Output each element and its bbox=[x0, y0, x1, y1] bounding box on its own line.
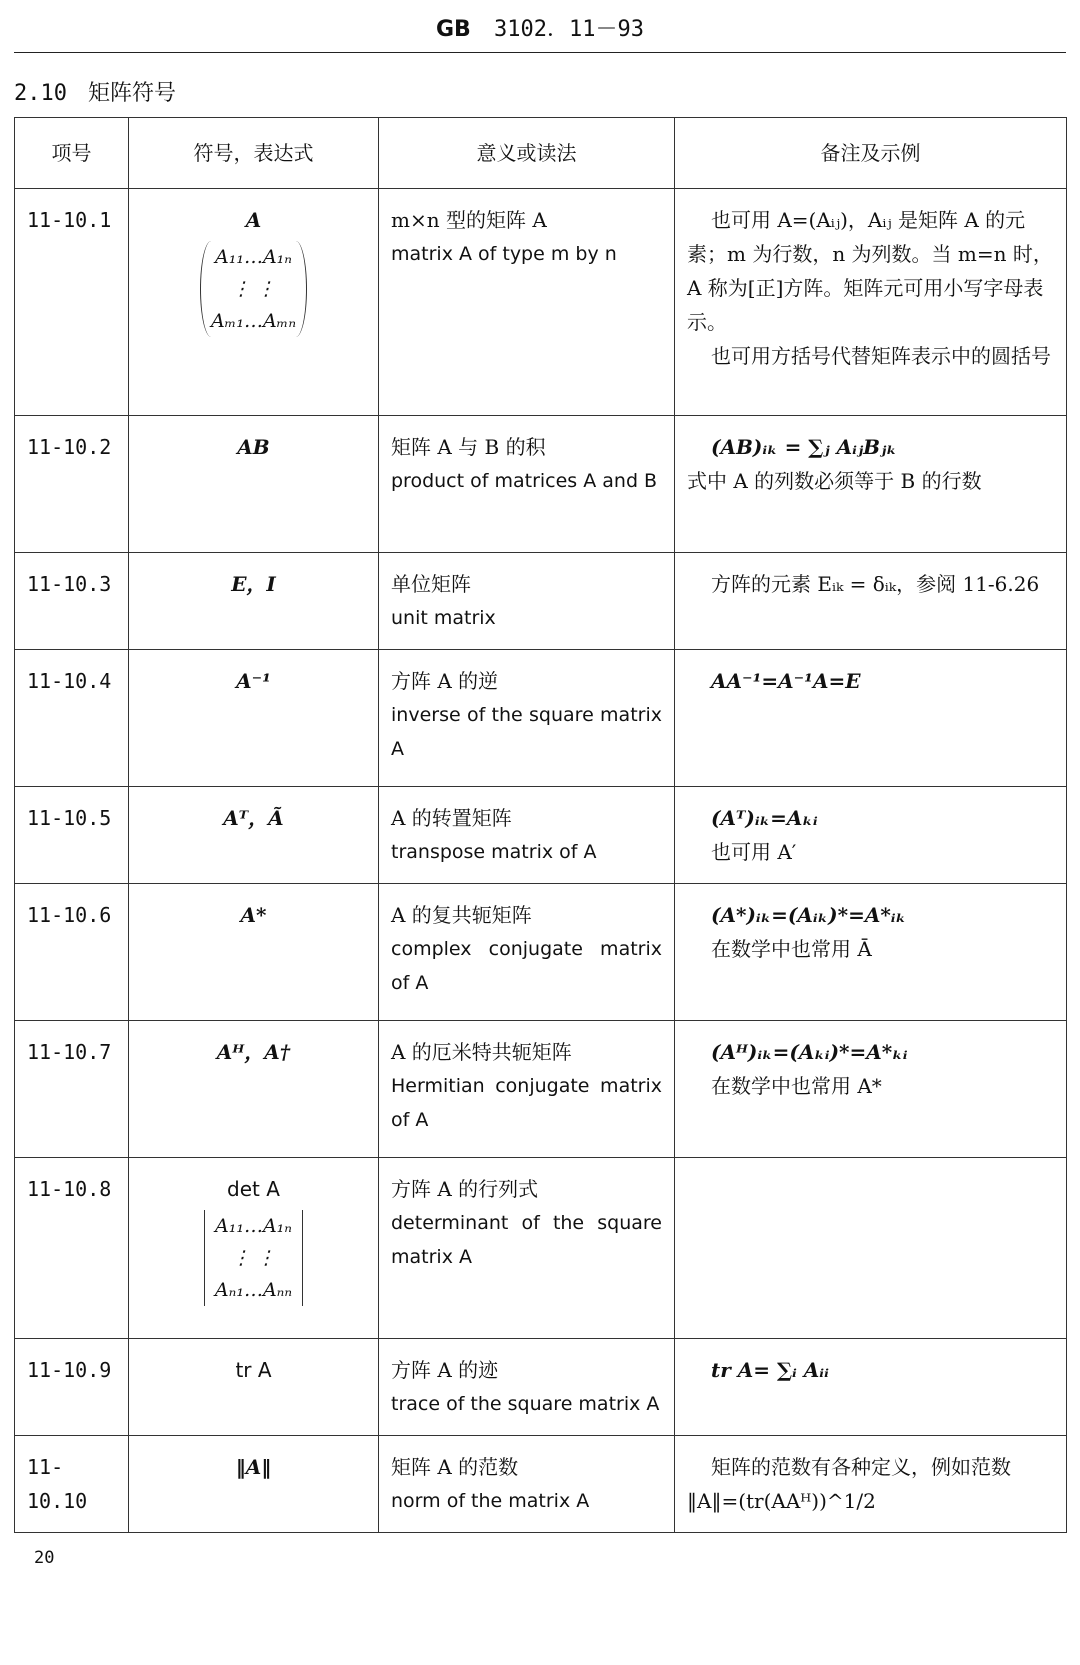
note-text: 也可用 A=(Aᵢⱼ)，Aᵢⱼ 是矩阵 A 的元素；m 为行数，n 为列数。当 m=n 时，A 称为[正]方阵。矩阵元可用小写字母表示。 bbox=[687, 208, 1053, 334]
section-number: 2.10 bbox=[14, 81, 67, 106]
note-formula: tr A= ∑ᵢ Aᵢᵢ bbox=[711, 1358, 829, 1382]
meaning-english: product of matrices A and B bbox=[391, 470, 658, 492]
table-row bbox=[15, 416, 1067, 553]
table-row bbox=[15, 1436, 1067, 1533]
meaning-english: unit matrix bbox=[391, 607, 496, 629]
meaning-cell bbox=[379, 553, 675, 650]
note-formula: AA⁻¹=A⁻¹A=E bbox=[711, 669, 861, 693]
symbol: AB bbox=[237, 435, 270, 459]
note-text: 在数学中也常用 Ā bbox=[711, 937, 872, 961]
symbol-cell bbox=[129, 1021, 379, 1158]
item-number: 11-10.8 bbox=[15, 1158, 129, 1339]
table-row bbox=[15, 1339, 1067, 1436]
table-row bbox=[15, 650, 1067, 787]
meaning-cell bbox=[379, 650, 675, 787]
note-cell bbox=[675, 1158, 1067, 1339]
table-row bbox=[15, 884, 1067, 1021]
note-cell bbox=[675, 189, 1067, 416]
meaning-english: transpose matrix of A bbox=[391, 841, 597, 863]
symbol-cell bbox=[129, 1436, 379, 1533]
symbol-cell bbox=[129, 884, 379, 1021]
table-row bbox=[15, 553, 1067, 650]
table-header-row bbox=[15, 118, 1067, 189]
note-formula: (A*)ᵢₖ=(Aᵢₖ)*=A*ᵢₖ bbox=[711, 903, 907, 927]
note-cell bbox=[675, 1436, 1067, 1533]
meaning-cell bbox=[379, 787, 675, 884]
table-row bbox=[15, 1158, 1067, 1339]
meaning-cell bbox=[379, 1021, 675, 1158]
meaning-english: Hermitian conjugate matrix of A bbox=[391, 1075, 662, 1131]
symbol: ‖A‖ bbox=[235, 1455, 272, 1479]
matrix-row: A₁₁…A₁ₙ bbox=[214, 1215, 292, 1237]
symbol: det A bbox=[227, 1177, 280, 1201]
meaning-english: complex conjugate matrix of A bbox=[391, 938, 662, 994]
page-number: 20 bbox=[34, 1548, 55, 1568]
meaning-english: matrix A of type m by n bbox=[391, 243, 617, 265]
meaning-cell bbox=[379, 189, 675, 416]
note-text: 方阵的元素 Eᵢₖ = δᵢₖ，参阅 11-6.26 bbox=[711, 572, 1040, 596]
standard-code: 3102．11－93 bbox=[494, 17, 645, 42]
meaning-english: inverse of the square matrix A bbox=[391, 704, 662, 760]
note-text: 也可用 A′ bbox=[711, 840, 797, 864]
column-header: 备注及示例 bbox=[675, 118, 1067, 189]
meaning-english: norm of the matrix A bbox=[391, 1490, 590, 1512]
symbol-cell bbox=[129, 553, 379, 650]
note-text: 在数学中也常用 A* bbox=[711, 1074, 882, 1098]
note-cell bbox=[675, 787, 1067, 884]
table-row bbox=[15, 1021, 1067, 1158]
matrix-expression bbox=[200, 241, 307, 337]
symbol-cell bbox=[129, 1158, 379, 1339]
symbol: tr A bbox=[235, 1358, 272, 1382]
note-text: 式中 A 的列数必须等于 B 的行数 bbox=[687, 469, 982, 493]
note-formula: (Aᵀ)ᵢₖ=Aₖᵢ bbox=[711, 806, 818, 830]
matrix-row: Aₘ₁…Aₘₙ bbox=[210, 310, 297, 332]
symbol-cell bbox=[129, 787, 379, 884]
symbol: A⁻¹ bbox=[236, 669, 271, 693]
meaning-english: trace of the square matrix A bbox=[391, 1393, 660, 1415]
item-number: 11-10.4 bbox=[15, 650, 129, 787]
meaning-chinese: A 的厄米特共轭矩阵 bbox=[391, 1040, 572, 1064]
meaning-chinese: 方阵 A 的逆 bbox=[391, 669, 499, 693]
meaning-cell bbox=[379, 1339, 675, 1436]
symbol-cell bbox=[129, 650, 379, 787]
matrix-symbols-table bbox=[14, 117, 1067, 1533]
note-cell bbox=[675, 553, 1067, 650]
note-cell bbox=[675, 650, 1067, 787]
symbol-cell bbox=[129, 1339, 379, 1436]
matrix-row: Aₙ₁…Aₙₙ bbox=[214, 1279, 293, 1301]
matrix-row: ⋮ ⋮ bbox=[231, 278, 276, 300]
symbol-cell bbox=[129, 416, 379, 553]
note-text: 矩阵的范数有各种定义，例如范数 ‖A‖=(tr(AAᴴ))^1/2 bbox=[687, 1455, 1011, 1513]
column-header: 项号 bbox=[15, 118, 129, 189]
note-text: 也可用方括号代替矩阵表示中的圆括号 bbox=[711, 344, 1051, 368]
symbol: Aᵀ，Ã bbox=[223, 806, 284, 830]
table-row bbox=[15, 787, 1067, 884]
symbol: Aᴴ，A† bbox=[216, 1040, 291, 1064]
meaning-cell bbox=[379, 1158, 675, 1339]
section-name: 矩阵符号 bbox=[87, 81, 176, 106]
column-header: 符号，表达式 bbox=[129, 118, 379, 189]
table-row bbox=[15, 189, 1067, 416]
column-header: 意义或读法 bbox=[379, 118, 675, 189]
symbol: E，I bbox=[231, 572, 276, 596]
matrix-row: ⋮ ⋮ bbox=[231, 1247, 276, 1269]
note-formula: (AB)ᵢₖ = ∑ⱼ AᵢⱼBⱼₖ bbox=[711, 435, 897, 459]
note-cell bbox=[675, 884, 1067, 1021]
page-header bbox=[14, 12, 1066, 53]
note-formula: (Aᴴ)ᵢₖ=(Aₖᵢ)*=A*ₖᵢ bbox=[711, 1040, 908, 1064]
symbol-cell bbox=[129, 189, 379, 416]
meaning-chinese: m×n 型的矩阵 A bbox=[391, 208, 547, 232]
meaning-chinese: 单位矩阵 bbox=[391, 572, 471, 596]
item-number: 11-10.9 bbox=[15, 1339, 129, 1436]
section-title bbox=[14, 76, 176, 107]
standard-prefix: GB bbox=[435, 17, 471, 42]
item-number: 11-10.10 bbox=[15, 1436, 129, 1533]
matrix-row: A₁₁…A₁ₙ bbox=[214, 246, 292, 268]
meaning-cell bbox=[379, 416, 675, 553]
item-number: 11-10.3 bbox=[15, 553, 129, 650]
item-number: 11-10.2 bbox=[15, 416, 129, 553]
meaning-chinese: A 的转置矩阵 bbox=[391, 806, 512, 830]
item-number: 11-10.1 bbox=[15, 189, 129, 416]
meaning-cell bbox=[379, 1436, 675, 1533]
note-cell bbox=[675, 1021, 1067, 1158]
determinant-expression bbox=[204, 1210, 303, 1306]
meaning-chinese: 方阵 A 的行列式 bbox=[391, 1177, 539, 1201]
note-cell bbox=[675, 416, 1067, 553]
symbol: A* bbox=[240, 903, 267, 927]
note-cell bbox=[675, 1339, 1067, 1436]
meaning-english: determinant of the square matrix A bbox=[391, 1212, 662, 1268]
meaning-chinese: 矩阵 A 与 B 的积 bbox=[391, 435, 546, 459]
meaning-chinese: 矩阵 A 的范数 bbox=[391, 1455, 519, 1479]
meaning-chinese: A 的复共轭矩阵 bbox=[391, 903, 532, 927]
item-number: 11-10.7 bbox=[15, 1021, 129, 1158]
item-number: 11-10.6 bbox=[15, 884, 129, 1021]
meaning-cell bbox=[379, 884, 675, 1021]
item-number: 11-10.5 bbox=[15, 787, 129, 884]
symbol: A bbox=[245, 208, 262, 232]
meaning-chinese: 方阵 A 的迹 bbox=[391, 1358, 499, 1382]
